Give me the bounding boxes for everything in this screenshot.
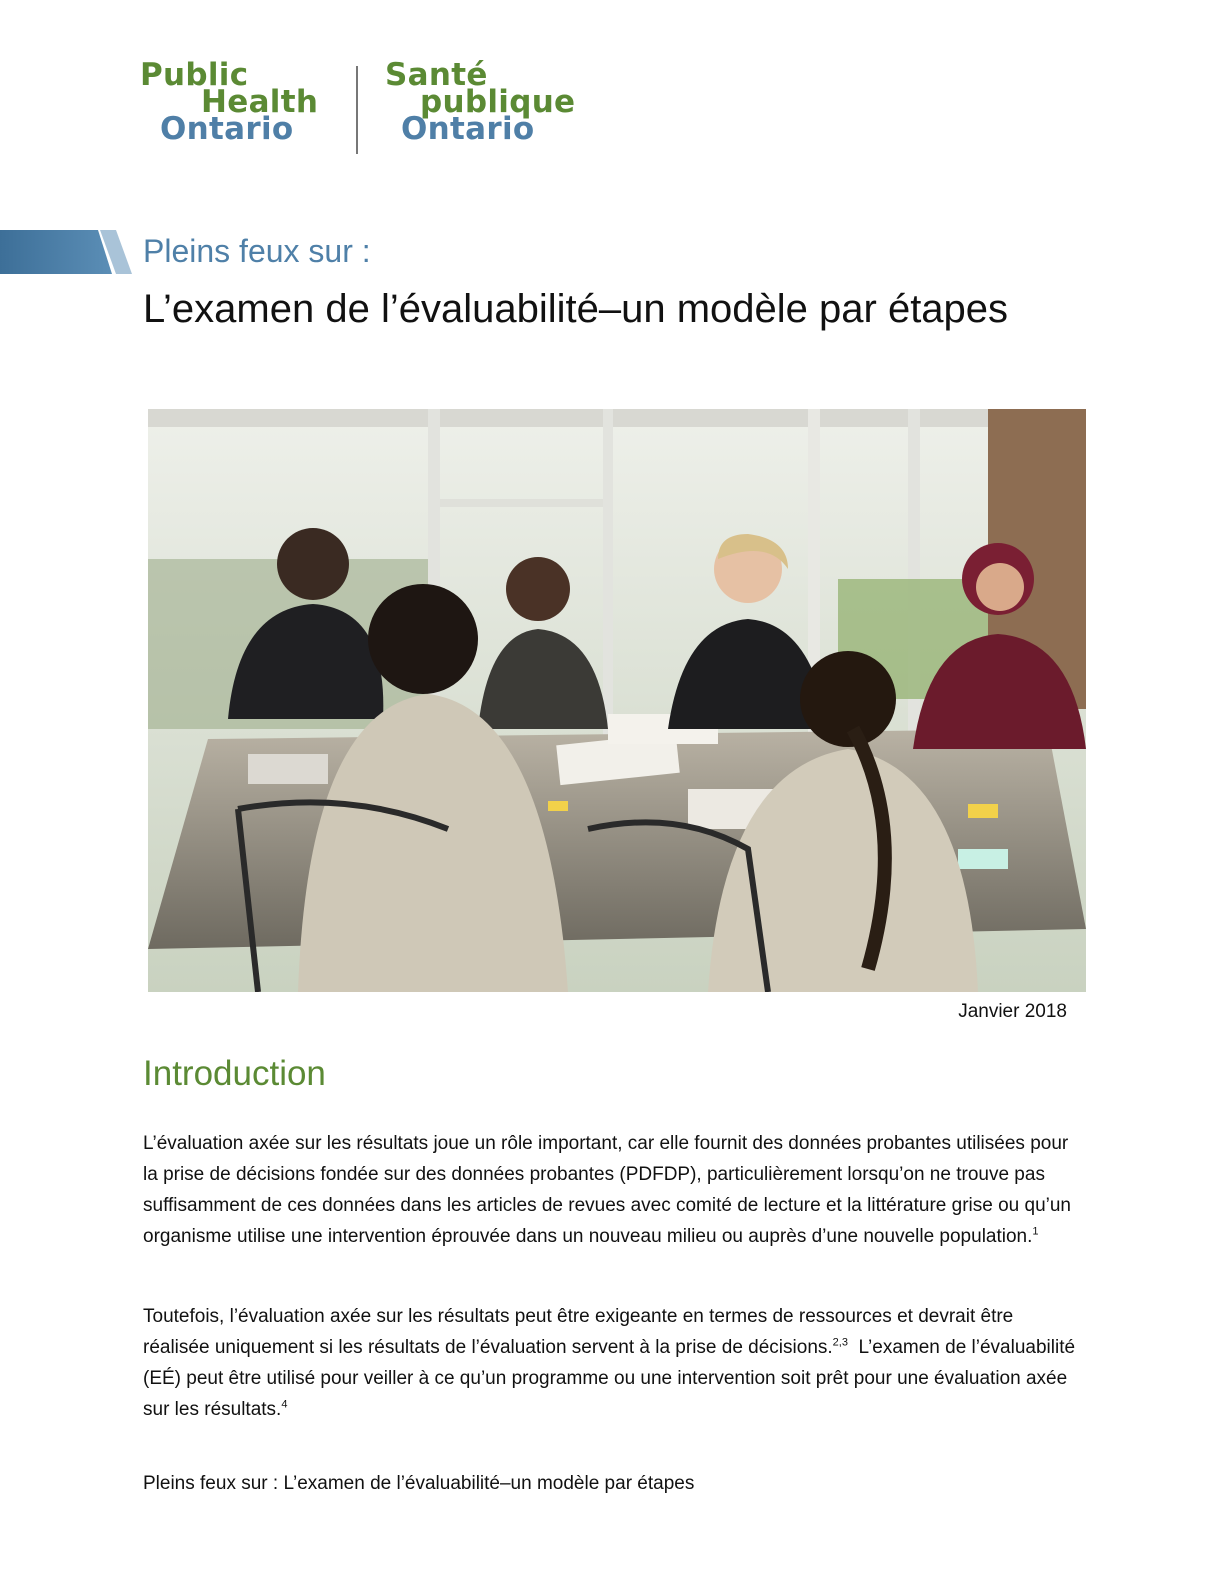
logo-fr-line3: Ontario <box>401 111 535 147</box>
intro-paragraph-2-text-b: L’examen de l’évaluabilité (EÉ) peut être utilisé pour veiller à ce qu’un programme ou une intervention soit prêt pour une évaluation axée sur les résultats. <box>143 1337 1081 1420</box>
publication-date: Janvier 2018 <box>958 1001 1067 1022</box>
document-title: L’examen de l’évaluabilité–un modèle par étapes <box>143 287 1009 331</box>
logo-english <box>140 57 319 147</box>
logo-fr-line2: publique <box>420 84 576 120</box>
logo-en-line3: Ontario <box>160 111 294 147</box>
intro-paragraph-2-text-a: Toutefois, l’évaluation axée sur les résultats peut être exigeante en termes de ressources et devrait être réalisée uniquement si les résultats de l’évaluation servent à la prise de décisions. <box>143 1306 1014 1358</box>
footnote-ref: 1 <box>1032 1225 1039 1238</box>
logo-en-line1: Public <box>140 57 249 93</box>
intro-paragraph-2 <box>143 1301 1083 1425</box>
intro-paragraph-1 <box>143 1128 1083 1252</box>
logo-french <box>385 57 576 147</box>
footnote-ref: 4 <box>281 1398 288 1411</box>
document-kicker: Pleins feux sur : <box>143 233 371 269</box>
header-banner-bar <box>0 230 132 274</box>
meeting-photo <box>148 409 1086 992</box>
logo-fr-line1: Santé <box>385 57 488 93</box>
footnote-ref: 2,3 <box>832 1336 848 1349</box>
logo-divider <box>356 66 358 154</box>
page-footer: Pleins feux sur : L’examen de l’évaluabilité–un modèle par étapes <box>143 1473 695 1494</box>
organization-logo <box>140 57 600 156</box>
section-heading-introduction: Introduction <box>143 1054 326 1093</box>
photo-illustration <box>148 409 1086 992</box>
intro-paragraph-1-text: L’évaluation axée sur les résultats joue un rôle important, car elle fournit des données probantes utilisées pour la prise de décisions fondée sur des données probantes (PDFDP), particulièrement lorsqu’on ne trouve pas suffisamment de ces données dans les articles de revues avec comité de lecture et la littérature grise ou qu’un organisme utilise une intervention éprouvée dans un nouveau milieu ou auprès d’une nouvelle population. <box>143 1133 1071 1247</box>
logo-en-line2: Health <box>201 84 319 120</box>
